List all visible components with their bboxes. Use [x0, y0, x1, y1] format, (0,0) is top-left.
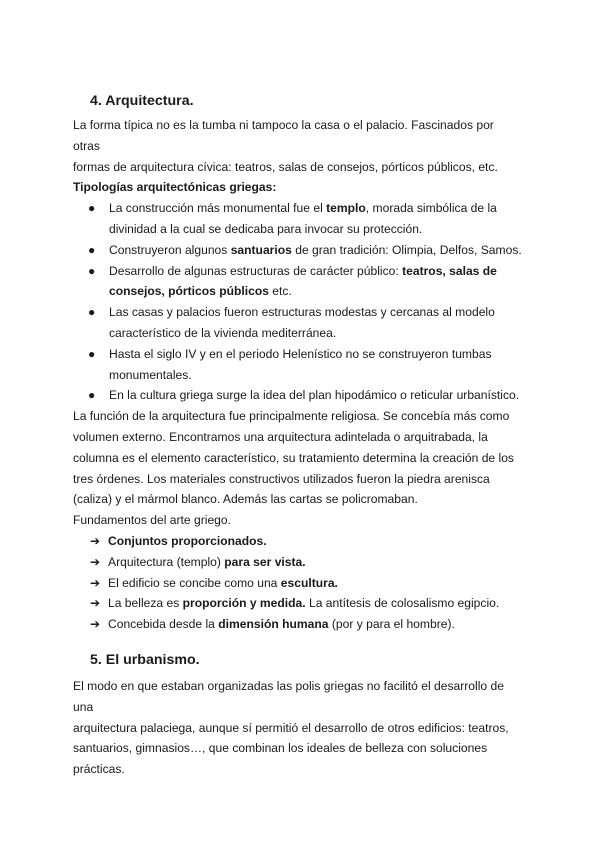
text: En la cultura griega surge la idea del plan hipodámico o reticular urbanístico. — [109, 388, 520, 403]
fundamentals-list — [73, 531, 523, 635]
text: divinidad a la cual se dedicaba para invocar su protección. — [109, 221, 423, 236]
text: de gran tradición: Olimpia, Delfos, Samos. — [291, 242, 522, 257]
list-item — [73, 614, 523, 635]
text: El edificio se concibe como una — [108, 575, 281, 590]
bullet-marker: ● — [88, 346, 96, 361]
section-4-intro-line-1: La forma típica no es la tumba ni tampoco la casa o el palacio. Fascinados por otras — [73, 118, 494, 153]
text: (por y para el hombre). — [328, 617, 455, 632]
typologies-list — [73, 198, 523, 406]
list-item — [73, 344, 523, 386]
text: La antítesis de colosalismo egipcio. — [305, 596, 500, 611]
arrow-icon: ➔ — [90, 533, 101, 548]
section-4-intro-line-2: formas de arquitectura cívica: teatros, salas de consejos, pórticos públicos, etc. — [73, 159, 498, 174]
function-line: (caliza) y el mármol blanco. Además las cartas se policromaban. — [73, 492, 418, 507]
list-item — [73, 385, 523, 406]
text: monumentales. — [109, 367, 192, 382]
function-line: La función de la arquitectura fue principalmente religiosa. Se concebía más como — [73, 409, 510, 424]
list-item — [73, 573, 523, 594]
bold-text: santuarios — [230, 242, 292, 257]
urbanism-line: arquitectura palaciega, aunque sí permitió el desarrollo de otros edificios: teatros, — [73, 720, 509, 735]
section-4-heading: 4. Arquitectura. — [90, 93, 194, 109]
text: Construyeron algunos — [109, 242, 231, 257]
arrow-icon: ➔ — [90, 575, 101, 590]
function-line: tres órdenes. Los materiales constructivos utilizados fueron la piedra arenisca — [73, 471, 490, 486]
text: Las casas y palacios fueron estructuras modestas y cercanas al modelo — [109, 305, 495, 320]
fundamentals-title: Fundamentos del arte griego. — [73, 513, 231, 528]
list-item — [73, 593, 523, 614]
bold-text: escultura. — [280, 575, 338, 590]
urbanism-line: prácticas. — [73, 762, 125, 777]
bold-text: Conjuntos proporcionados. — [108, 533, 267, 548]
text: La construcción más monumental fue el — [109, 201, 327, 216]
list-item — [73, 198, 523, 240]
section-5-heading: 5. El urbanismo. — [90, 651, 200, 668]
list-item — [73, 261, 523, 303]
function-line: volumen externo. Encontramos una arquitectura adintelada o arquitrabada, la — [73, 429, 488, 444]
bold-text: consejos, pórticos públicos — [109, 284, 269, 299]
bold-text: teatros, salas de — [402, 263, 497, 278]
text: La belleza es — [108, 596, 183, 611]
bold-text: para ser vista. — [224, 554, 306, 569]
text: Desarrollo de algunas estructuras de carácter público: — [109, 263, 403, 278]
bullet-marker: ● — [88, 388, 96, 403]
arrow-icon: ➔ — [90, 554, 101, 569]
document-page — [73, 90, 523, 780]
bold-text: proporción y medida. — [182, 596, 306, 611]
text: , morada simbólica de la — [365, 201, 497, 216]
list-item — [73, 302, 523, 344]
text: etc. — [268, 284, 292, 299]
text: Arquitectura (templo) — [108, 554, 225, 569]
bullet-marker: ● — [88, 305, 96, 320]
list-item — [73, 531, 523, 552]
bold-text: templo — [326, 201, 366, 216]
list-item — [73, 240, 523, 261]
typologies-title: Tipologías arquitectónicas griegas: — [73, 180, 277, 195]
text: Concebida desde la — [108, 617, 219, 632]
urbanism-line: santuarios, gimnasios…, que combinan los ideales de belleza con soluciones — [73, 741, 488, 756]
bullet-marker: ● — [88, 242, 96, 257]
text: Hasta el siglo IV y en el periodo Helenístico no se construyeron tumbas — [109, 346, 492, 361]
function-line: columna es el elemento característico, su tratamiento determina la creación de los — [73, 450, 514, 465]
arrow-icon: ➔ — [90, 617, 101, 632]
text: característico de la vivienda mediterránea. — [109, 325, 337, 340]
arrow-icon: ➔ — [90, 596, 101, 611]
urbanism-line: El modo en que estaban organizadas las polis griegas no facilitó el desarrollo de una — [73, 678, 504, 714]
bold-text: dimensión humana — [218, 617, 329, 632]
bullet-marker: ● — [88, 201, 96, 216]
list-item — [73, 552, 523, 573]
bullet-marker: ● — [88, 263, 96, 278]
